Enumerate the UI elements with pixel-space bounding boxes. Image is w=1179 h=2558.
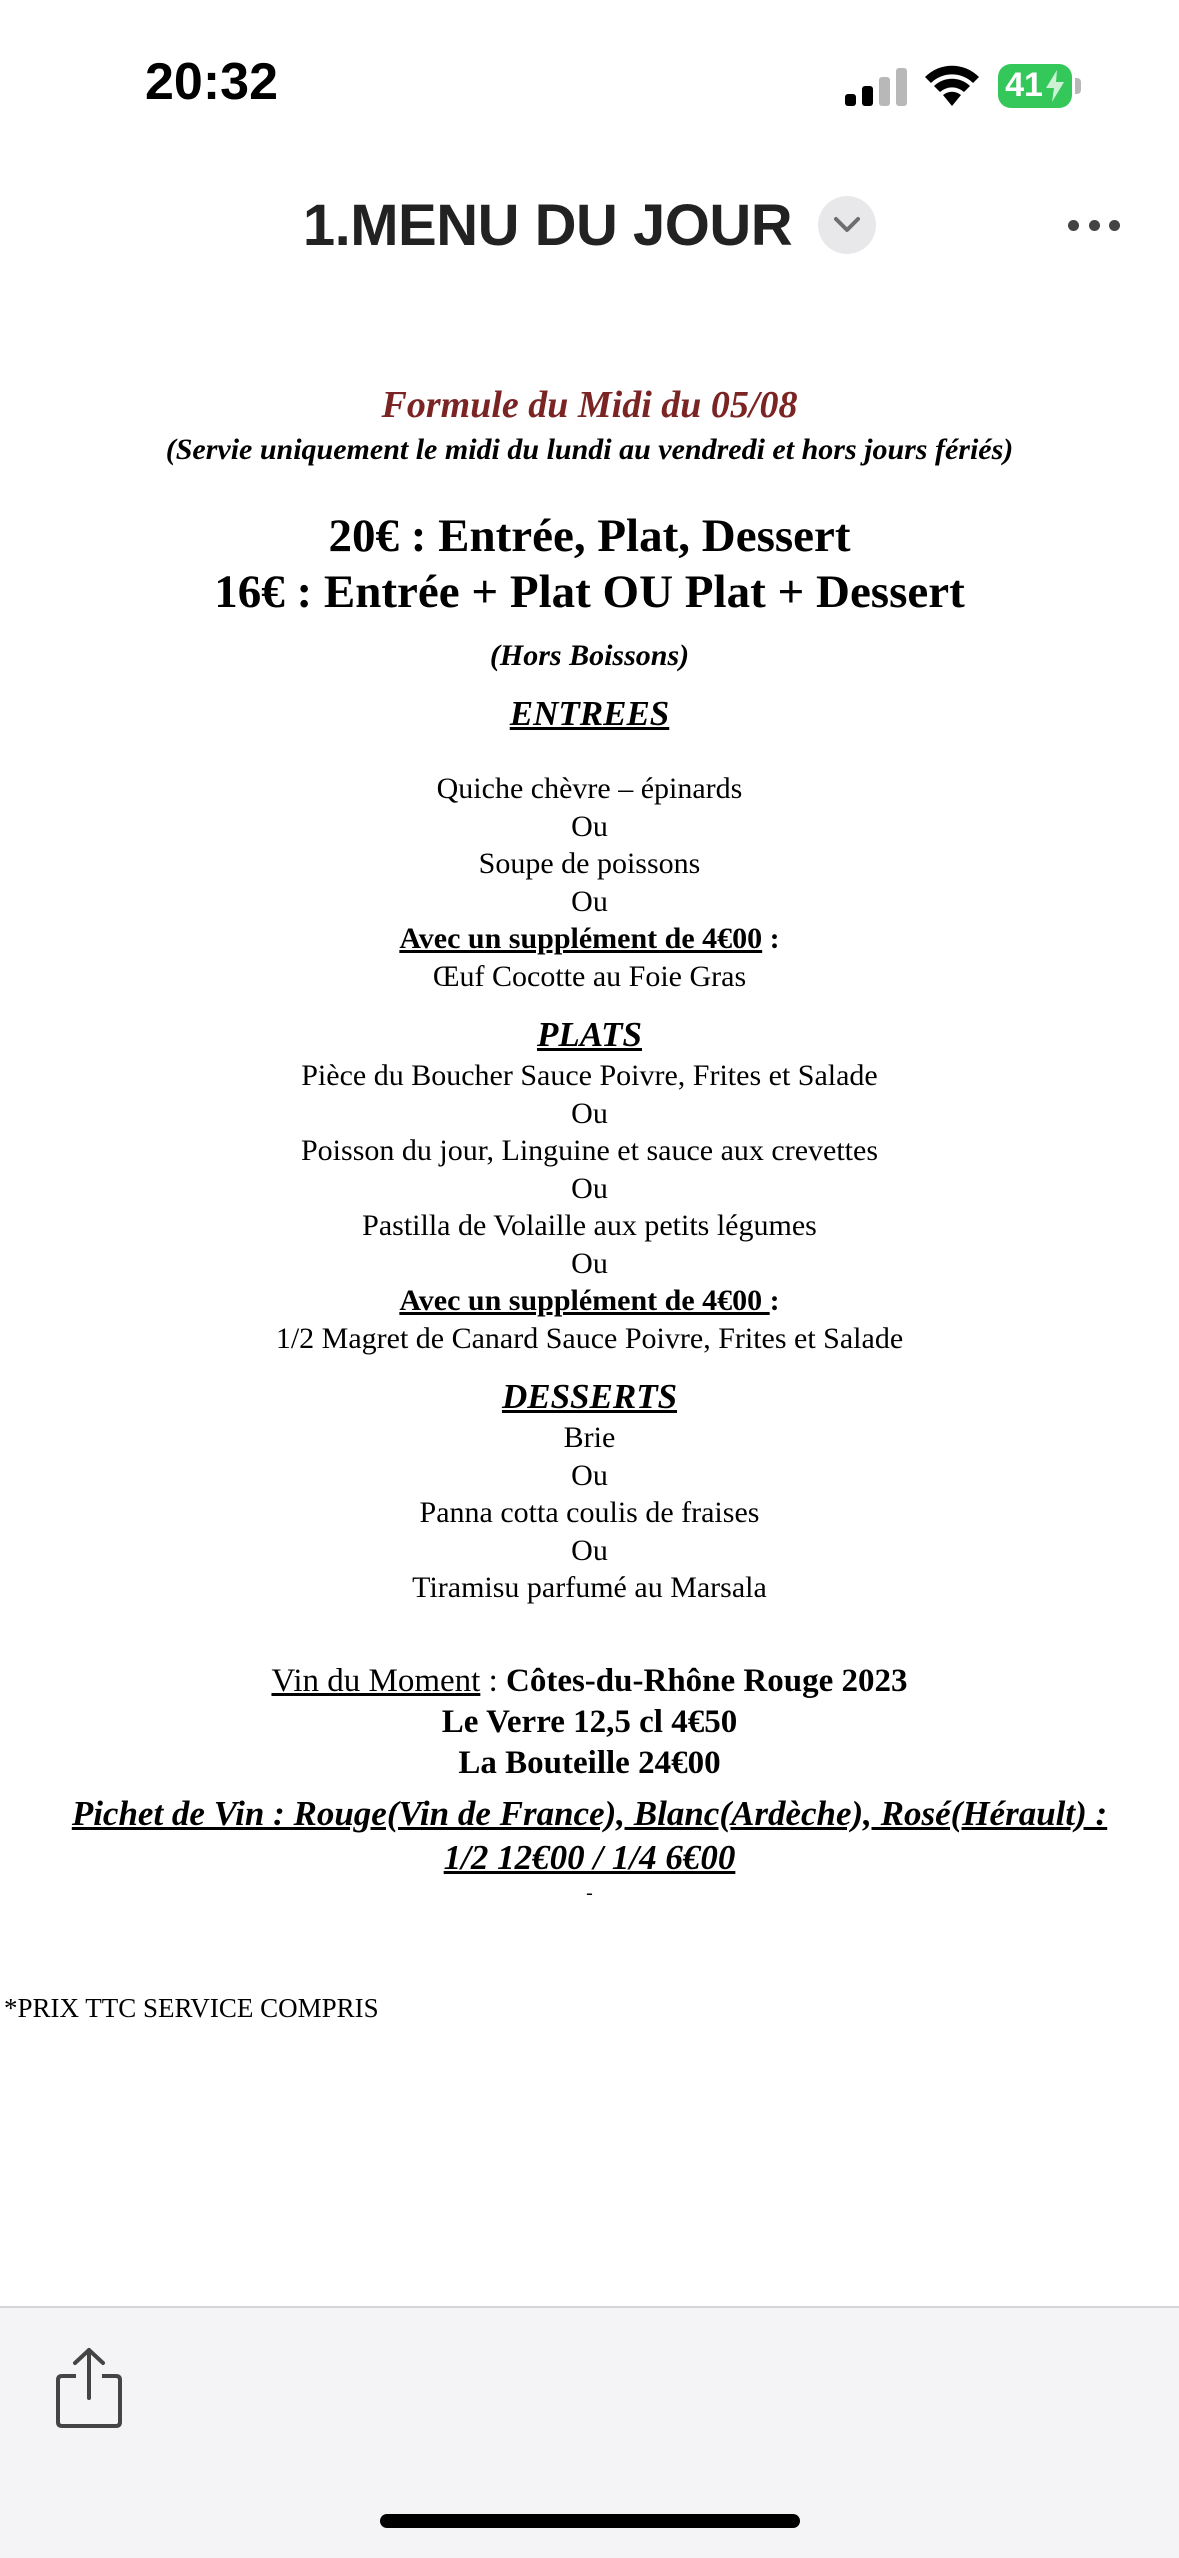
list-item: Ou [571, 1246, 608, 1280]
separator-dash: - [586, 1881, 593, 1904]
footnote: *PRIX TTC SERVICE COMPRIS [4, 1993, 379, 2023]
list-item: 1/2 Magret de Canard Sauce Poivre, Frites et Salade [275, 1321, 904, 1355]
wine-glass-price: Le Verre 12,5 cl 4€50 [441, 1703, 738, 1740]
status-time: 20:32 [145, 53, 278, 111]
wine-label: Vin du Moment [271, 1662, 481, 1699]
battery-icon [998, 64, 1082, 108]
list-item: Ou [571, 884, 608, 918]
list-item: Panna cotta coulis de fraises [419, 1496, 760, 1529]
list-item: Pièce du Boucher Sauce Poivre, Frites et Salade [301, 1059, 878, 1092]
list-item: Brie [563, 1421, 616, 1454]
list-item: Pastilla de Volaille aux petits légumes [362, 1209, 817, 1242]
list-item: Ou [571, 809, 608, 843]
more-options-button[interactable] [1068, 208, 1120, 242]
supplement-colon: : [762, 922, 780, 955]
menu-document [0, 380, 1179, 1906]
supplement-text: Avec un supplément de 4€00 [399, 922, 763, 955]
pichet-line-1: Pichet de Vin : Rouge(Vin de France), Blanc(Ardèche), Rosé(Hérault) : [71, 1793, 1108, 1833]
list-item: Ou [571, 1533, 608, 1567]
list-item: Poisson du jour, Linguine et sauce aux crevettes [301, 1134, 878, 1167]
price-line-2: 16€ : Entrée + Plat OU Plat + Dessert [214, 566, 965, 618]
charging-bolt-icon [1044, 70, 1066, 102]
price-line-1: 20€ : Entrée, Plat, Dessert [328, 510, 851, 562]
ellipsis-icon [1089, 220, 1100, 231]
list-item: Quiche chèvre – épinards [436, 772, 743, 805]
list-item: Ou [571, 1096, 608, 1130]
supplement-label [0, 920, 1179, 958]
formula-subtitle: (Servie uniquement le midi du lundi au vendredi et hors jours fériés) [165, 433, 1014, 466]
chevron-down-icon[interactable] [818, 196, 876, 254]
list-item: Tiramisu parfumé au Marsala [412, 1571, 767, 1604]
share-icon[interactable] [54, 2346, 124, 2430]
supplement-text: Avec un supplément de 4€00 [399, 1284, 770, 1317]
plats-heading: PLATS [536, 1015, 643, 1054]
wine-bottle-price: La Bouteille 24€00 [458, 1744, 721, 1781]
formula-title: Formule du Midi du 05/08 [381, 384, 798, 426]
list-item: Ou [571, 1458, 608, 1492]
wine-of-moment [0, 1661, 1179, 1702]
list-item: Ou [571, 1171, 608, 1205]
pichet-line-2: 1/2 12€00 / 1/4 6€00 [443, 1837, 736, 1877]
wine-separator: : [480, 1662, 506, 1699]
status-bar [0, 0, 1179, 160]
supplement-label [0, 1282, 1179, 1320]
desserts-heading: DESSERTS [501, 1377, 678, 1416]
ellipsis-icon [1109, 220, 1120, 231]
supplement-colon: : [769, 1284, 780, 1317]
entrees-heading: ENTREES [509, 694, 670, 733]
home-indicator[interactable] [380, 2514, 800, 2528]
page-title[interactable]: 1.MENU DU JOUR [302, 192, 793, 258]
ellipsis-icon [1068, 220, 1079, 231]
wine-name: Côtes-du-Rhône Rouge 2023 [506, 1662, 908, 1699]
battery-tip [1075, 78, 1081, 94]
drinks-note: (Hors Boissons) [489, 639, 690, 672]
signal-icon [845, 68, 907, 106]
nav-bar [0, 180, 1179, 270]
list-item: Œuf Cocotte au Foie Gras [432, 959, 747, 993]
list-item: Soupe de poissons [478, 847, 701, 880]
battery-level: 41 [1005, 66, 1043, 104]
wifi-icon [923, 64, 981, 106]
